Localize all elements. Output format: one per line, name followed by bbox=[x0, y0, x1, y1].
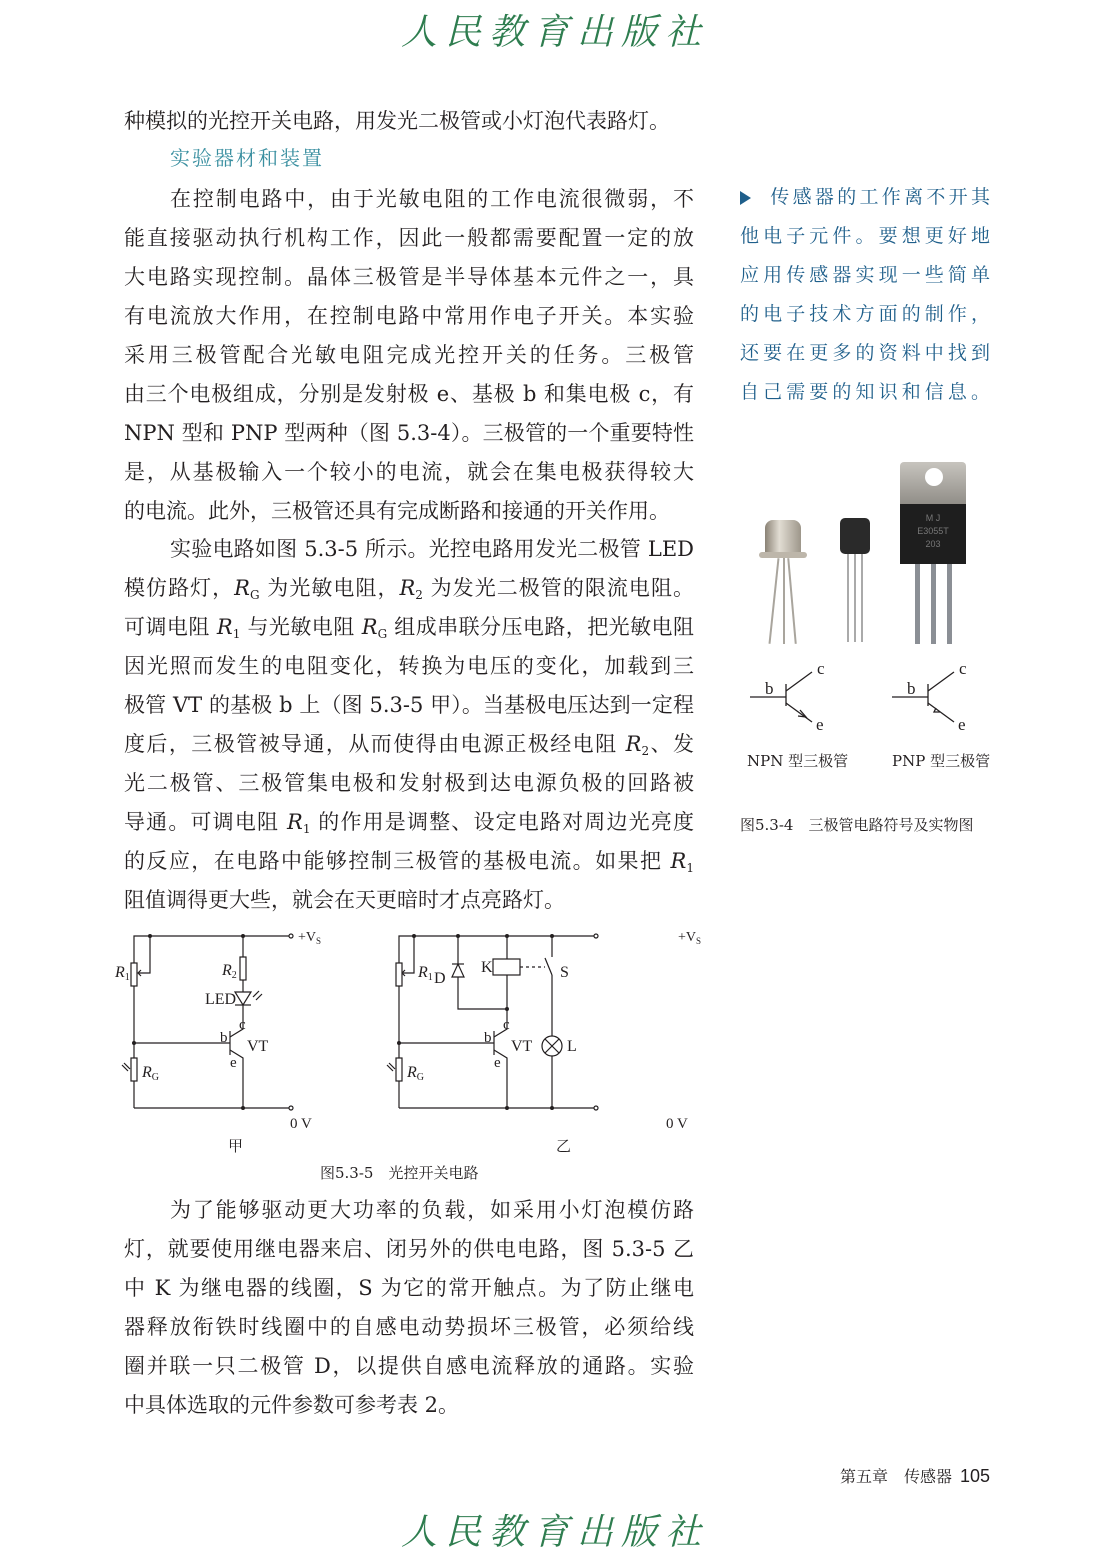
paragraph-line: 中 K 为继电器的线圈，S 为它的常开触点。为了防止继电 bbox=[124, 1276, 694, 1300]
paragraph-line: 因光照而发生的电阻变化，转换为电压的变化，加载到三 bbox=[124, 654, 694, 678]
label-led: LED bbox=[205, 991, 237, 1008]
label-e: e bbox=[230, 1055, 237, 1071]
label-c: c bbox=[239, 1017, 246, 1033]
transistor-photo bbox=[755, 458, 980, 648]
paragraph-line: 极管 VT 的基极 b 上（图 5.3-5 甲）。当基极电压达到一定程 bbox=[124, 693, 694, 717]
label-rg: RG bbox=[142, 1064, 160, 1083]
npn-pin-b: b bbox=[765, 679, 774, 698]
section-heading: 实验器材和装置 bbox=[170, 146, 324, 170]
npn-pin-c: c bbox=[817, 659, 825, 678]
label-vs: $+V_S$ bbox=[678, 930, 702, 946]
paragraph-line: 可调电阻 $R_1$ 与光敏电阻 $R_G$ 组成串联分压电路，把光敏电阻 bbox=[124, 615, 694, 641]
pnp-pin-c: c bbox=[959, 659, 967, 678]
figure-534-caption: 图5.3-4 三极管电路符号及实物图 bbox=[740, 816, 974, 834]
sub-caption-b: 乙 bbox=[556, 1139, 572, 1155]
label-r1: R1 bbox=[418, 964, 433, 983]
figure-535-caption: 图5.3-5 光控开关电路 bbox=[320, 1164, 479, 1182]
sidebar-note-text: 传感器的工作离不开其 bbox=[767, 186, 990, 208]
label-e: e bbox=[494, 1055, 501, 1071]
label-0v: 0 V bbox=[290, 1116, 312, 1132]
sidebar-note-line: 自己需要的知识和信息。 bbox=[740, 381, 990, 403]
pnp-pin-b: b bbox=[907, 679, 916, 698]
page-number: 105 bbox=[959, 1466, 990, 1486]
publisher-logo-top: 人民教育出版社 bbox=[400, 12, 709, 53]
paragraph-line: 大电路实现控制。晶体三极管是半导体基本元件之一，具 bbox=[124, 265, 694, 289]
chip-marking: 203 bbox=[925, 539, 941, 549]
paragraph-line: 的电流。此外，三极管还具有完成断路和接通的开关作用。 bbox=[124, 499, 670, 523]
paragraph-line: 能直接驱动执行机构工作，因此一般都需要配置一定的放 bbox=[124, 226, 694, 250]
paragraph-line: 模仿路灯，$R_G$ 为光敏电阻，$R_2$ 为发光二极管的限流电阻。 bbox=[124, 576, 694, 602]
sub-caption-a: 甲 bbox=[228, 1139, 244, 1155]
paragraph-line: 为了能够驱动更大功率的负载，如采用小灯泡模仿路 bbox=[170, 1198, 694, 1222]
sidebar-note-line: 还要在更多的资料中找到 bbox=[740, 342, 990, 364]
paragraph-line: 实验电路如图 5.3-5 所示。光控电路用发光二极管 LED bbox=[170, 537, 694, 561]
light-control-circuits bbox=[110, 925, 710, 1185]
npn-label: NPN 型三极管 bbox=[747, 752, 849, 770]
pnp-symbol bbox=[892, 672, 954, 722]
sidebar-note-line: 应用传感器实现一些简单 bbox=[740, 264, 990, 286]
label-b: b bbox=[220, 1030, 228, 1046]
label-r1: R1 bbox=[115, 964, 130, 983]
label-l: L bbox=[567, 1038, 577, 1055]
label-vt: VT bbox=[247, 1038, 269, 1055]
paragraph-line: 在控制电路中，由于光敏电阻的工作电流很微弱，不 bbox=[170, 187, 694, 211]
paragraph-line: NPN 型和 PNP 型两种（图 5.3-4）。三极管的一个重要特性 bbox=[124, 421, 694, 445]
paragraph-line: 采用三极管配合光敏电阻完成光控开关的任务。三极管 bbox=[124, 343, 694, 367]
paragraph-line: 导通。可调电阻 $R_1$ 的作用是调整、设定电路对周边光亮度 bbox=[124, 810, 694, 836]
label-d: D bbox=[434, 970, 446, 987]
npn-pin-e: e bbox=[816, 715, 824, 734]
label-rg: RG bbox=[407, 1064, 425, 1083]
label-b: b bbox=[484, 1030, 492, 1046]
transistor-symbols bbox=[740, 650, 1010, 740]
chip-marking: M J bbox=[925, 513, 941, 523]
paragraph-line: 光二极管、三极管集电极和发射极到达电源负极的回路被 bbox=[124, 771, 694, 795]
sidebar-note-line bbox=[740, 178, 990, 217]
label-k: K bbox=[481, 959, 493, 976]
triangle-bullet-icon bbox=[740, 191, 751, 205]
paragraph-line: 度后，三极管被导通，从而使得由电源正极经电阻 $R_2$、发 bbox=[124, 732, 694, 758]
sidebar-note-line: 他电子元件。要想更好地 bbox=[740, 225, 990, 247]
label-s: S bbox=[560, 964, 569, 981]
chapter-title: 第五章 传感器 bbox=[839, 1467, 952, 1486]
label-0v: 0 V bbox=[666, 1116, 688, 1132]
chip-marking: E3055T bbox=[917, 526, 949, 536]
paragraph-line: 圈并联一只二极管 D，以提供自感电流释放的通路。实验 bbox=[124, 1354, 694, 1378]
paragraph-line: 是，从基极输入一个较小的电流，就会在集电极获得较大 bbox=[124, 460, 694, 484]
sidebar-note-line: 的电子技术方面的制作， bbox=[740, 303, 990, 325]
paragraph-line: 器释放衔铁时线圈中的自感电动势损坏三极管，必须给线 bbox=[124, 1315, 694, 1339]
publisher-logo-bottom: 人民教育出版社 bbox=[400, 1512, 709, 1553]
label-vs: $+V_S$ bbox=[298, 930, 322, 946]
label-r2: R2 bbox=[222, 962, 237, 981]
pnp-pin-e: e bbox=[958, 715, 966, 734]
paragraph-line: 阻值调得更大些，就会在天更暗时才点亮路灯。 bbox=[124, 888, 565, 912]
paragraph-line: 灯，就要使用继电器来启、闭另外的供电电路，图 5.3-5 乙 bbox=[124, 1237, 694, 1261]
paragraph-line: 中具体选取的元件参数可参考表 2。 bbox=[124, 1393, 460, 1417]
paragraph-line: 有电流放大作用，在控制电路中常用作电子开关。本实验 bbox=[124, 304, 694, 328]
paragraph-line: 种模拟的光控开关电路，用发光二极管或小灯泡代表路灯。 bbox=[124, 109, 670, 133]
label-vt: VT bbox=[511, 1038, 533, 1055]
page-footer bbox=[840, 1464, 990, 1487]
npn-symbol bbox=[750, 672, 812, 722]
paragraph-line: 由三个电极组成，分别是发射极 e、基极 b 和集电极 c，有 bbox=[124, 382, 694, 406]
label-c: c bbox=[503, 1017, 510, 1033]
paragraph-line: 的反应，在电路中能够控制三极管的基极电流。如果把 $R_1$ bbox=[124, 849, 694, 875]
pnp-label: PNP 型三极管 bbox=[892, 752, 991, 770]
circuit-a bbox=[122, 934, 293, 1110]
